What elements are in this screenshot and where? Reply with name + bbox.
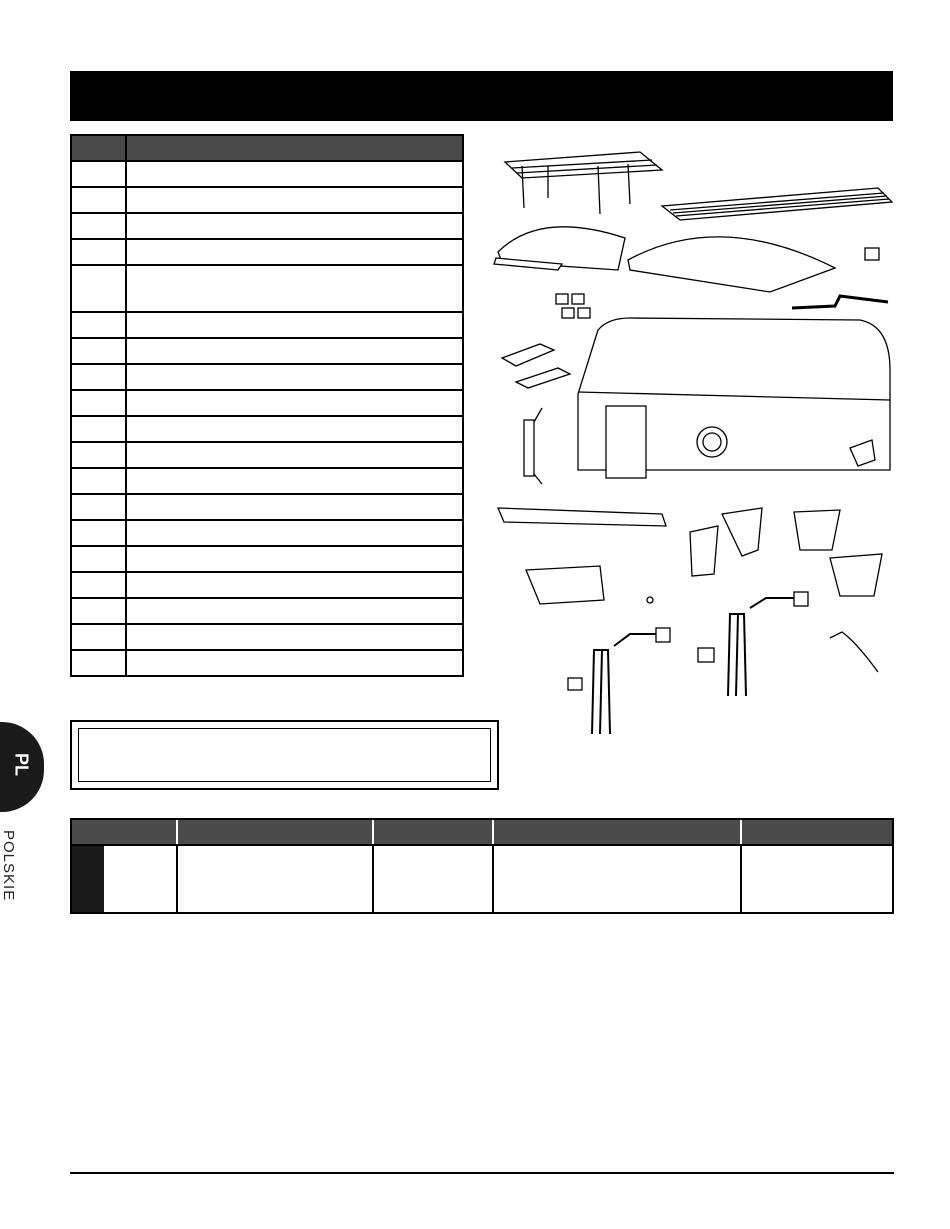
column-header-number xyxy=(72,136,127,160)
column-header-description xyxy=(127,136,462,160)
part-description xyxy=(127,469,462,493)
part-description xyxy=(127,313,462,337)
table-row xyxy=(72,469,462,495)
part-number xyxy=(72,365,127,389)
part-description xyxy=(127,443,462,467)
side-handles-illustration xyxy=(502,344,570,388)
part-description xyxy=(127,188,462,212)
hopper-tray-illustration xyxy=(526,566,604,604)
part-description xyxy=(127,339,462,363)
part-number xyxy=(72,469,127,493)
table-row xyxy=(72,417,462,443)
part-number xyxy=(72,313,127,337)
part-number xyxy=(72,599,127,623)
part-number xyxy=(72,240,127,264)
part-description xyxy=(127,625,462,649)
part-description xyxy=(127,521,462,545)
legs-illustration xyxy=(690,508,882,596)
table-row xyxy=(72,443,462,469)
grill-body-illustration xyxy=(578,318,890,478)
handle-rod-illustration xyxy=(792,296,888,308)
small-brackets-illustration xyxy=(556,294,590,318)
part-description xyxy=(127,266,462,311)
table-row xyxy=(72,162,462,188)
temperature-probe-illustration xyxy=(830,632,878,672)
part-description xyxy=(127,214,462,238)
part-number xyxy=(72,443,127,467)
part-number xyxy=(72,162,127,186)
table-row xyxy=(72,188,462,214)
info-table-header xyxy=(72,820,892,844)
grill-grate-illustration xyxy=(662,188,892,220)
note-box xyxy=(70,720,499,790)
table-row xyxy=(72,625,462,651)
part-description xyxy=(127,391,462,415)
drip-tray-small-illustration xyxy=(494,227,625,270)
part-number xyxy=(72,651,127,675)
table-row xyxy=(72,651,462,675)
model-info-table xyxy=(70,818,894,914)
screw-illustration xyxy=(647,597,653,603)
part-description xyxy=(127,573,462,597)
part-number xyxy=(72,521,127,545)
table-row xyxy=(72,266,462,313)
parts-list-table xyxy=(70,134,464,677)
part-description xyxy=(127,240,462,264)
parts-table-header xyxy=(72,136,462,162)
table-row xyxy=(72,214,462,240)
drip-tray-large-illustration xyxy=(628,237,835,292)
mounting-bracket-illustration xyxy=(524,408,542,484)
part-description xyxy=(127,495,462,519)
table-row xyxy=(72,313,462,339)
part-number xyxy=(72,573,127,597)
language-code: PL xyxy=(11,752,32,776)
part-number xyxy=(72,214,127,238)
table-row xyxy=(72,391,462,417)
exploded-parts-diagram xyxy=(480,130,900,750)
front-shelf-illustration xyxy=(498,508,666,526)
table-row xyxy=(72,573,462,599)
note-text xyxy=(78,728,491,782)
section-title-bar xyxy=(70,71,893,121)
warming-rack-illustration xyxy=(505,152,662,214)
table-row xyxy=(72,365,462,391)
part-description xyxy=(127,417,462,441)
part-description xyxy=(127,547,462,571)
part-description xyxy=(127,162,462,186)
part-description xyxy=(127,599,462,623)
heating-element-left-illustration xyxy=(568,628,670,734)
part-description xyxy=(127,651,462,675)
heating-element-right-illustration xyxy=(698,592,808,696)
table-row xyxy=(72,547,462,573)
table-row xyxy=(72,521,462,547)
part-description xyxy=(127,365,462,389)
language-name: POLSKIE xyxy=(0,830,17,902)
part-number xyxy=(72,625,127,649)
table-row xyxy=(72,599,462,625)
info-row-marker xyxy=(72,846,104,912)
part-number xyxy=(72,188,127,212)
section-title xyxy=(70,85,82,107)
clip-illustration xyxy=(865,248,879,260)
table-row xyxy=(72,495,462,521)
table-row xyxy=(72,240,462,266)
part-number xyxy=(72,495,127,519)
part-number xyxy=(72,417,127,441)
part-number xyxy=(72,339,127,363)
part-number xyxy=(72,391,127,415)
part-number xyxy=(72,266,127,311)
part-number xyxy=(72,547,127,571)
footer-rule xyxy=(70,1172,894,1174)
table-row xyxy=(72,339,462,365)
